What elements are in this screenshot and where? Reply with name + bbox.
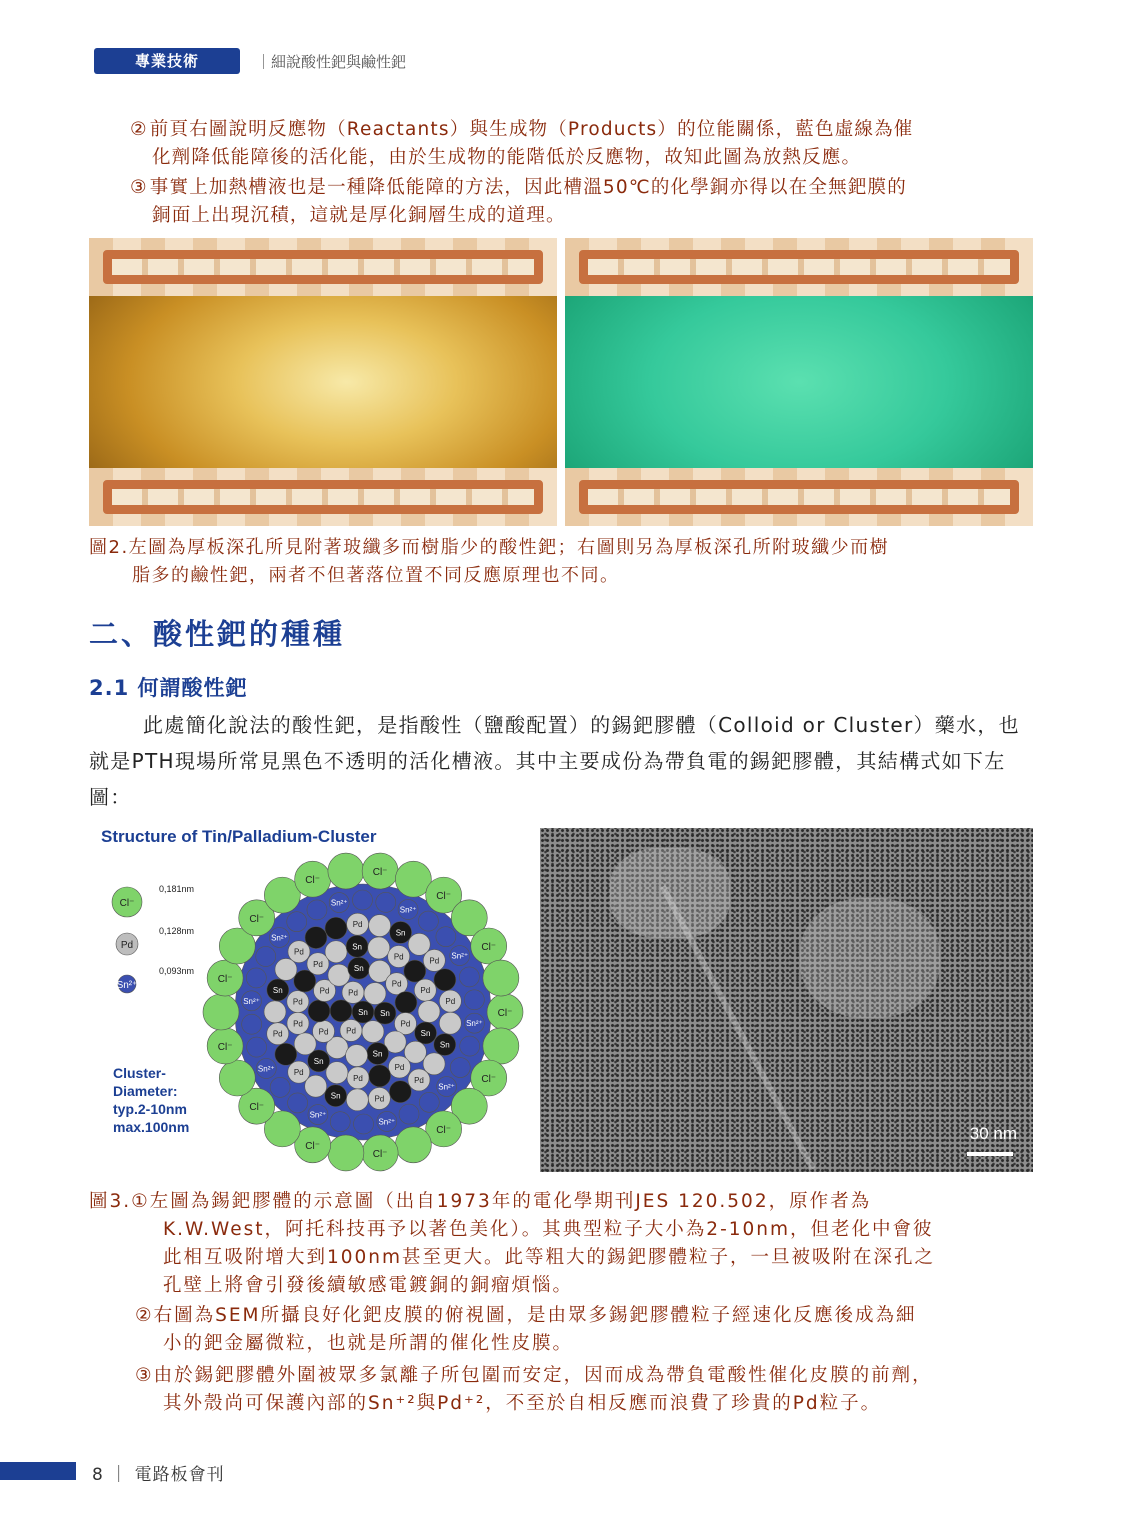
pd-atom (346, 1089, 368, 1111)
cl-ion-label: Cl⁻ (249, 913, 265, 925)
pd-label: Pd (294, 947, 304, 957)
sn-ion-label: Sn²⁺ (451, 951, 469, 961)
pd-atom (294, 1033, 316, 1055)
pd-atom (328, 964, 350, 986)
sn-ion-label: Sn²⁺ (257, 1064, 275, 1074)
pd-label: Pd (394, 1063, 405, 1073)
pd-atom (369, 915, 391, 937)
journal-name: ｜ 電路板會刊 (110, 1465, 225, 1485)
figure-2-caption-line2: 脂多的鹼性鈀，兩者不但著落位置不同反應原理也不同。 (132, 565, 620, 586)
note-2-line1: ② 前頁右圖說明反應物（Reactants）與生成物（Products）的位能關係，藍色虛線為催 (130, 119, 914, 140)
sn-ion-label: Sn²⁺ (378, 1117, 396, 1127)
subsection-heading: 2.1 何謂酸性鈀 (89, 676, 248, 700)
sn-ion (436, 927, 456, 947)
sn-core-label: Sn (358, 1008, 368, 1017)
sn-core-label: Sn (352, 942, 362, 952)
figure-3-caption-3-line2: 其外殼尚可保護內部的Sn⁺²與Pd⁺²，不至於自相反應而浪費了珍貴的Pd粒子。 (163, 1393, 882, 1414)
pd-atom (326, 1062, 348, 1084)
sem-pd-film-image (540, 828, 1033, 1172)
pd-atom (418, 1001, 440, 1023)
pd-label: Pd (352, 920, 363, 930)
note-3-line2: 銅面上出現沉積，這就是厚化銅層生成的道理。 (152, 205, 566, 226)
pd-label: Pd (400, 1019, 411, 1029)
figure-3-caption-1-line3: 此相互吸附增大到100nm甚至更大。此等粗大的錫鈀膠體粒子，一旦被吸附在深孔之 (163, 1247, 936, 1268)
figure-3-caption-1 (89, 1188, 1039, 1300)
section-tag: 專業技術 (94, 48, 240, 74)
sn-ion (352, 890, 372, 910)
pd-label: Pd (429, 956, 440, 966)
cl-ion-label: Cl⁻ (497, 1008, 513, 1019)
sn-ion-label: Sn²⁺ (438, 1082, 455, 1092)
cl-ion-label: Cl⁻ (372, 867, 388, 879)
cl-ion (483, 1028, 519, 1064)
sn-ion (307, 900, 327, 920)
cl-ion-label: Cl⁻ (305, 1140, 321, 1152)
cl-ion (203, 994, 239, 1030)
pd-label: Pd (348, 988, 358, 998)
figure-2-caption-line1: 圖2.左圖為厚板深孔所見附著玻纖多而樹脂少的酸性鈀；右圖則另為厚板深孔所附玻纖少而樹 (89, 537, 890, 558)
sn-core-atom (369, 1065, 391, 1087)
legend-ion-size: 0,093nm (159, 966, 195, 976)
pd-atom (364, 983, 386, 1005)
sem-scale-label: 30 nm (969, 1124, 1017, 1143)
sn-ion (450, 1058, 470, 1078)
sn-core-label: Sn (313, 1056, 324, 1066)
sn-ion (376, 892, 396, 912)
sn-ion (418, 911, 438, 931)
sn-core-atom (330, 1000, 352, 1022)
pd-label: Pd (292, 997, 303, 1007)
sn-core-atom (404, 960, 426, 982)
pd-label: Pd (319, 986, 330, 996)
sn-core-atom (434, 969, 456, 991)
cl-ion-label: Cl⁻ (436, 891, 452, 903)
figure-2-caption (89, 534, 1039, 590)
pd-label: Pd (346, 1026, 356, 1036)
sn-core-label: Sn (439, 1040, 450, 1050)
sn-ion (419, 1092, 439, 1112)
figure-3-caption-3-line1: ③由於錫鈀膠體外圍被眾多氯離子所包圍而安定，因而成為帶負電酸性催化皮膜的前劑， (135, 1365, 933, 1386)
pd-atom (368, 937, 390, 959)
sn-ion (270, 1077, 290, 1097)
pd-atom (325, 941, 347, 963)
sn-core-label: Sn (272, 985, 283, 995)
cl-ion-label: Cl⁻ (217, 1041, 233, 1053)
note-2 (130, 116, 1035, 172)
cl-ion (328, 853, 364, 889)
sn-ion-label: Sn²⁺ (271, 933, 288, 943)
sn-core-label: Sn (372, 1049, 383, 1059)
sn-ion (288, 1093, 308, 1113)
sn-ion (287, 912, 307, 932)
pd-label: Pd (414, 1075, 424, 1085)
diameter-line: max.100nm (113, 1119, 190, 1135)
cl-ion-label: Cl⁻ (305, 875, 321, 887)
sn-core-atom (395, 992, 417, 1014)
legend-ion-size: 0,181nm (159, 884, 195, 894)
footer-accent-bar (0, 1462, 76, 1480)
cluster-structure (203, 853, 523, 1171)
figure-3-caption-1-line1: 圖3.①左圖為錫鈀膠體的示意圖（出自1973年的電化學期刊JES 120.502，原作者為 (89, 1191, 872, 1212)
cl-ion (328, 1135, 364, 1171)
pd-label: Pd (420, 986, 431, 996)
acidic-pd-hole-photo (89, 238, 557, 526)
pd-label: Pd (293, 1068, 304, 1078)
pd-label: Pd (313, 959, 323, 969)
running-title: ｜細說酸性鈀與鹼性鈀 (256, 53, 407, 71)
sn-ion (354, 1114, 374, 1134)
figure-3-caption-1-line2: K.W.West，阿托科技再予以著色美化）。其典型粒子大小為2-10nm，但老化中會彼 (163, 1219, 934, 1240)
pd-label: Pd (374, 1094, 385, 1104)
diameter-line: typ.2-10nm (113, 1101, 187, 1117)
cl-ion (483, 960, 519, 996)
pd-label: Pd (318, 1027, 329, 1037)
figure-3-caption-2 (89, 1302, 1085, 1358)
sn-ion-label: Sn²⁺ (399, 905, 417, 915)
pd-label: Pd (445, 997, 456, 1007)
sn-ion (464, 990, 484, 1010)
diagram-title: Structure of Tin/Palladium-Cluster (101, 827, 377, 846)
footer (92, 1460, 225, 1485)
cl-ion (395, 1127, 431, 1163)
cluster-diameter-note (113, 1065, 189, 1135)
legend-ion-size: 0,128nm (159, 926, 195, 936)
alkaline-pd-hole-photo (565, 238, 1033, 526)
sn-ion (399, 1104, 419, 1124)
tin-palladium-cluster-diagram (95, 822, 525, 1172)
sn-ion (242, 1014, 262, 1034)
note-3-line1: ③ 事實上加熱槽液也是一種降低能障的方法，因此槽溫50℃的化學銅亦得以在全無鈀膜的 (130, 177, 907, 198)
pd-atom (264, 1001, 286, 1023)
pd-atom (346, 1045, 368, 1067)
page-number: 8 (92, 1465, 104, 1485)
cl-ion-label: Cl⁻ (481, 1073, 497, 1085)
cl-ion-label: Cl⁻ (372, 1148, 388, 1160)
cl-ion-label: Cl⁻ (249, 1102, 265, 1114)
sn-core-atom (325, 917, 347, 939)
pd-label: Pd (391, 979, 402, 989)
cl-ion (219, 1060, 255, 1096)
sn-core-atom (305, 927, 327, 949)
sn-ion (246, 968, 266, 988)
body-paragraph: 此處簡化說法的酸性鈀，是指酸性（鹽酸配置）的錫鈀膠體（Colloid or Cluster）藥水，也就是PTH現場所常見黑色不透明的活化槽液。其中主要成份為帶負電的錫鈀膠體，其結構式如下左圖： (89, 713, 1020, 809)
sn-core-atom (275, 1043, 297, 1065)
sn-ion-label: Sn²⁺ (309, 1110, 327, 1120)
sn-ion (256, 946, 276, 966)
sn-ion-label: Sn²⁺ (243, 996, 260, 1006)
section-heading: 二、酸性鈀的種種 (89, 617, 346, 651)
sn-core-label: Sn (353, 964, 364, 974)
legend-ion-label: Pd (120, 940, 134, 951)
figure-3-caption-2-line2: 小的鈀金屬微粒，也就是所謂的催化性皮膜。 (163, 1333, 574, 1354)
cl-ion-label: Cl⁻ (217, 974, 233, 986)
diameter-line: Diameter: (113, 1083, 178, 1099)
cl-ion-label: Cl⁻ (436, 1124, 452, 1136)
legend-ion-label: Sn²⁺ (116, 980, 138, 991)
sn-ion (330, 1112, 350, 1132)
diagram-legend (112, 884, 194, 993)
cl-ion-label: Cl⁻ (481, 942, 497, 954)
pd-atom (275, 958, 297, 980)
figure-3-caption-1-line4: 孔壁上將會引發後續敏感電鍍銅的銅瘤煩惱。 (163, 1275, 574, 1296)
figure-3-caption-3 (89, 1362, 1085, 1418)
figure-3-caption-2-line1: ②右圖為SEM所攝良好化鈀皮膜的俯視圖，是由眾多錫鈀膠體粒子經速化反應後成為細 (135, 1305, 917, 1326)
sem-scale-bar (967, 1152, 1013, 1156)
pd-atom (439, 1012, 461, 1034)
sn-ion-label: Sn²⁺ (330, 898, 348, 908)
sn-core-atom (308, 1000, 330, 1022)
pd-label: Pd (272, 1029, 283, 1039)
sn-core-label: Sn (395, 928, 406, 938)
legend-ion-label: Cl⁻ (119, 898, 135, 909)
note-3 (130, 174, 1035, 230)
pd-label: Pd (353, 1073, 363, 1083)
pd-atom (362, 1021, 384, 1043)
pd-label: Pd (293, 1019, 303, 1029)
diameter-line: Cluster- (113, 1065, 166, 1081)
sn-core-label: Sn (420, 1028, 431, 1038)
sn-core-atom (389, 1081, 411, 1103)
pd-label: Pd (393, 952, 404, 962)
sn-ion-label: Sn²⁺ (466, 1019, 483, 1029)
sn-core-label: Sn (380, 1009, 390, 1019)
sn-ion (460, 1036, 480, 1056)
sn-ion (459, 967, 479, 987)
sn-ion (247, 1037, 267, 1057)
note-2-line2: 化劑降低能障後的活化能，由於生成物的能階低於反應物，故知此圖為放熱反應。 (152, 147, 862, 168)
sn-core-label: Sn (330, 1091, 341, 1101)
